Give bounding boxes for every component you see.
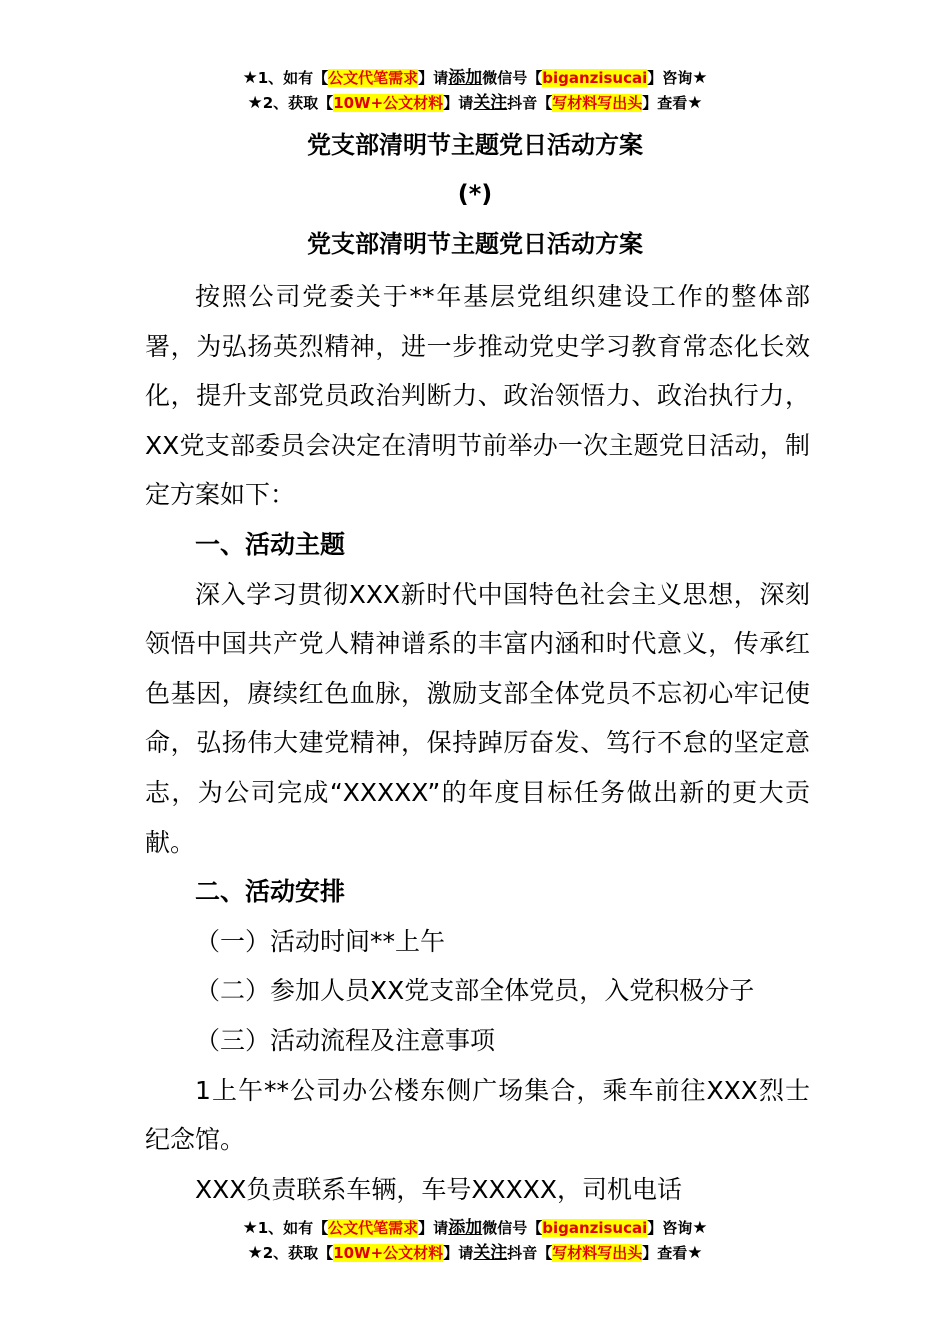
star-icon: ★ (692, 1218, 708, 1238)
banner-highlight: 10W+公文材料 (333, 94, 444, 112)
document-title: 党支部清明节主题党日活动方案 (307, 131, 643, 159)
banner-line-2 (0, 91, 950, 116)
banner-text: 】查看 (642, 94, 688, 112)
banner-text: 1、如有【 (257, 1219, 329, 1237)
banner-underlined: 添加 (448, 68, 483, 88)
banner-text: 】请 (418, 69, 449, 87)
section-heading-theme: 一、活动主题 (195, 529, 346, 559)
banner-line-2 (0, 1241, 950, 1266)
theme-paragraph: 深入学习贯彻XXX新时代中国特色社会主义思想，深刻领悟中国共产党人精神谱系的丰富内涵和时代意义，传承红色基因，赓续红色血脉，激励支部全体党员不忘初心牢记使命，弘扬伟大建党精神，保持踔厉奋发、笃行不怠的坚定意志，为公司完成“XXXXX”的年度目标任务做出新的更大贡献。 (145, 579, 810, 857)
banner-text: 】请 (443, 1244, 474, 1262)
banner-line-1 (0, 1216, 950, 1241)
document-body (145, 272, 810, 1214)
star-icon: ★ (242, 1218, 258, 1238)
banner-text: 】请 (443, 94, 474, 112)
banner-text: 2、获取【 (262, 94, 334, 112)
list-item-time: （一）活动时间**上午 (195, 926, 446, 956)
banner-highlight: 10W+公文材料 (333, 1244, 444, 1262)
banner-text: 微信号【 (482, 1219, 543, 1237)
star-icon: ★ (692, 68, 708, 88)
banner-highlight: biganzisucai (542, 69, 648, 87)
star-icon: ★ (687, 1243, 703, 1263)
list-item-participants: （二）参加人员XX党支部全体党员，入党积极分子 (195, 976, 755, 1006)
star-icon: ★ (242, 68, 258, 88)
step-note-paragraph: XXX负责联系车辆，车号XXXXX，司机电话 (195, 1174, 683, 1204)
top-banner (0, 66, 950, 116)
banner-text: 微信号【 (482, 69, 543, 87)
banner-line-1 (0, 66, 950, 91)
banner-underlined: 关注 (473, 93, 508, 113)
list-item-process: （三）活动流程及注意事项 (195, 1025, 496, 1055)
banner-text: 】咨询 (647, 1219, 693, 1237)
banner-text: 】咨询 (647, 69, 693, 87)
banner-highlight: 写材料写出头 (552, 1244, 643, 1262)
banner-text: 1、如有【 (257, 69, 329, 87)
document-subtitle: (*) (457, 180, 493, 208)
banner-text: 】查看 (642, 1244, 688, 1262)
step-paragraph: 1上午**公司办公楼东侧广场集合，乘车前往XXX烈士纪念馆。 (145, 1075, 810, 1155)
banner-highlight: 公文代笔需求 (328, 1219, 419, 1237)
banner-text: 抖音【 (507, 94, 553, 112)
banner-text: 抖音【 (507, 1244, 553, 1262)
bottom-banner (0, 1216, 950, 1266)
star-icon: ★ (247, 93, 263, 113)
banner-text: 2、获取【 (262, 1244, 334, 1262)
intro-paragraph: 按照公司党委关于**年基层党组织建设工作的整体部署，为弘扬英烈精神，进一步推动党史学习教育常态化长效化，提升支部党员政治判断力、政治领悟力、政治执行力，XX党支部委员会决定在清明节前举办一次主题党日活动，制定方案如下： (145, 282, 810, 510)
banner-highlight: biganzisucai (542, 1219, 648, 1237)
star-icon: ★ (247, 1243, 263, 1263)
section-heading-arrangement: 二、活动安排 (195, 877, 346, 907)
banner-text: 】请 (418, 1219, 449, 1237)
banner-highlight: 公文代笔需求 (328, 69, 419, 87)
banner-underlined: 添加 (448, 1218, 483, 1238)
document-title-repeat: 党支部清明节主题党日活动方案 (307, 230, 643, 258)
banner-underlined: 关注 (473, 1243, 508, 1263)
banner-highlight: 写材料写出头 (552, 94, 643, 112)
star-icon: ★ (687, 93, 703, 113)
